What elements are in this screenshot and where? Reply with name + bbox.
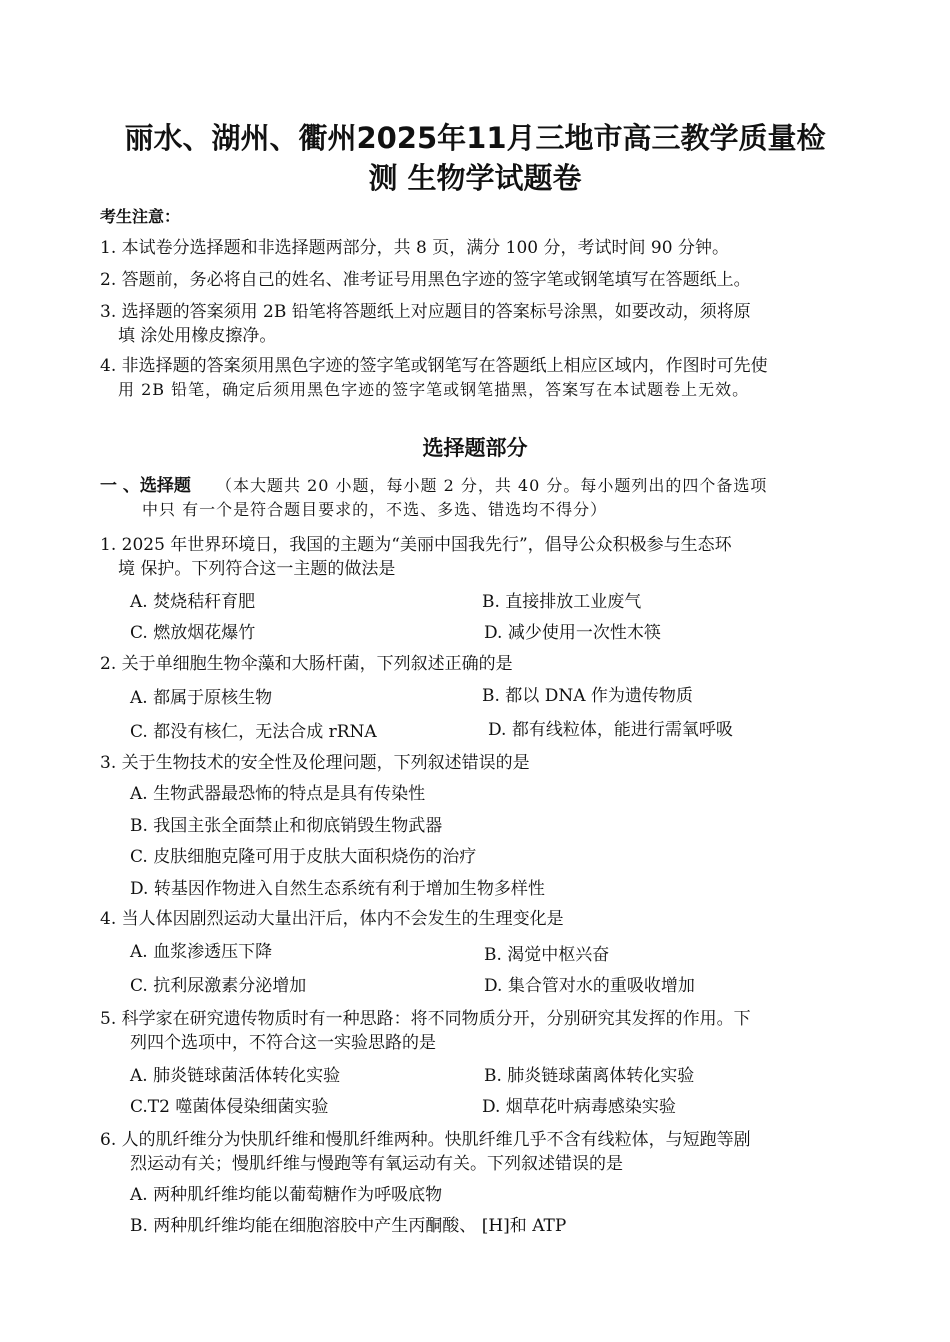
question-1-stem: 1. 2025 年世界环境日，我国的主题为“美丽中国我先行”，倡导公众积极参与生态环 [100,535,732,555]
question-5-option-a: A. 肺炎链球菌活体转化实验 [130,1066,341,1086]
question-6-option-a: A. 两种肌纤维均能以葡萄糖作为呼吸底物 [130,1185,443,1205]
question-3-option-c: C. 皮肤细胞克隆可用于皮肤大面积烧伤的治疗 [130,847,477,867]
notice-item-3: 3. 选择题的答案须用 2B 铅笔将答题纸上对应题目的答案标号涂黑，如要改动，须将原 [100,302,751,322]
question-5-option-d: D. 烟草花叶病毒感染实验 [482,1097,676,1117]
notice-item-1: 1. 本试卷分选择题和非选择题两部分，共 8 页，满分 100 分，考试时间 90 分钟。 [100,238,729,258]
question-3-stem: 3. 关于生物技术的安全性及伦理问题，下列叙述错误的是 [100,753,530,773]
question-3-option-a: A. 生物武器最恐怖的特点是具有传染性 [130,784,426,804]
question-5-stem-cont: 列四个选项中，不符合这一实验思路的是 [130,1033,436,1053]
notice-item-4: 4. 非选择题的答案须用黑色字迹的签字笔或钢笔写在答题纸上相应区域内，作图时可先使 [100,356,768,376]
notice-item-2: 2. 答题前，务必将自己的姓名、准考证号用黑色字迹的签字笔或钢笔填写在答题纸上。 [100,270,751,290]
notice-item-3-cont: 填 涂处用橡皮擦净。 [118,326,277,346]
question-2-option-d: D. 都有线粒体，能进行需氧呼吸 [488,720,733,740]
question-2-option-a: A. 都属于原核生物 [130,688,273,708]
question-4-option-d: D. 集合管对水的重吸收增加 [484,976,695,996]
question-2-stem: 2. 关于单细胞生物伞藻和大肠杆菌，下列叙述正确的是 [100,654,513,674]
question-1-option-b: B. 直接排放工业废气 [482,592,642,612]
question-6-stem-cont: 烈运动有关；慢肌纤维与慢跑等有氧运动有关。下列叙述错误的是 [130,1154,623,1174]
part-description-1: （本大题共 20 小题，每小题 2 分，共 40 分。每小题列出的四个备选项 [216,476,768,495]
question-6-option-b: B. 两种肌纤维均能在细胞溶胶中产生丙酮酸、 [H]和 ATP [130,1216,567,1236]
section-title: 选择题部分 [422,436,528,460]
question-2-option-c: C. 都没有核仁，无法合成 rRNA [130,722,377,742]
question-4-option-b: B. 渴觉中枢兴奋 [484,945,610,965]
question-4-option-c: C. 抗利尿激素分泌增加 [130,976,307,996]
question-5-option-b: B. 肺炎链球菌离体转化实验 [484,1066,695,1086]
question-1-option-c: C. 燃放烟花爆竹 [130,623,256,643]
question-3-option-d: D. 转基因作物进入自然生态系统有利于增加生物多样性 [130,879,545,899]
question-1-stem-cont: 境 保护。下列符合这一主题的做法是 [118,559,396,579]
question-1-option-d: D. 减少使用一次性木筷 [484,623,661,643]
exam-title-line2: 测 生物学试题卷 [368,161,582,195]
question-3-option-b: B. 我国主张全面禁止和彻底销毁生物武器 [130,816,443,836]
question-5-option-c: C.T2 噬菌体侵染细菌实验 [130,1097,329,1117]
question-2-option-b: B. 都以 DNA 作为遗传物质 [482,686,693,706]
question-6-stem: 6. 人的肌纤维分为快肌纤维和慢肌纤维两种。快肌纤维几乎不含有线粒体，与短跑等剧 [100,1130,751,1150]
notice-item-4-cont: 用 2B 铅笔，确定后须用黑色字迹的签字笔或钢笔描黑，答案写在本试题卷上无效。 [118,380,750,399]
notice-heading: 考生注意： [100,207,181,226]
part-label: 一 、选择题 [100,476,191,496]
question-5-stem: 5. 科学家在研究遗传物质时有一种思路：将不同物质分开，分别研究其发挥的作用。下 [100,1009,751,1029]
question-4-option-a: A. 血浆渗透压下降 [130,942,273,962]
exam-title-line1: 丽水、湖州、衢州2025年11月三地市高三教学质量检 [124,121,826,155]
part-description-2: 中只 有一个是符合题目要求的，不选、多选、错选均不得分） [142,500,608,519]
question-1-option-a: A. 焚烧秸秆育肥 [130,592,256,612]
question-4-stem: 4. 当人体因剧烈运动大量出汗后，体内不会发生的生理变化是 [100,909,564,929]
